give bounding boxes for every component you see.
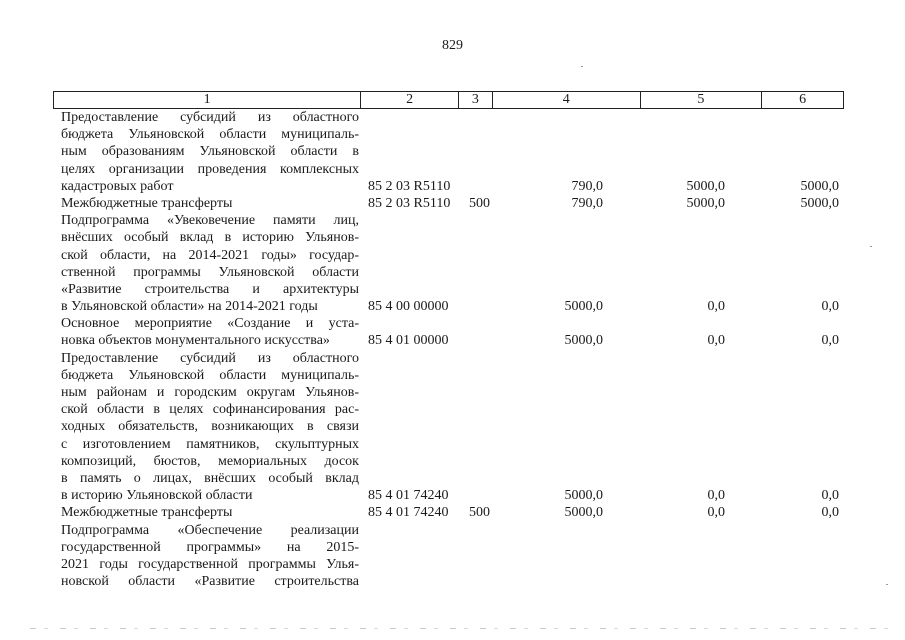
description-line: композиций, бюстов, мемориальных досок <box>61 453 359 469</box>
description-line: новской области «Развитие строительства <box>61 574 359 590</box>
description-line: государственной программы» на 2015- <box>61 539 359 555</box>
row-expense-type: 500 <box>469 195 490 211</box>
row-amount-col-4: 790,0 <box>571 178 603 194</box>
table-row <box>0 522 905 591</box>
table-row <box>0 109 905 195</box>
row-description <box>61 212 359 315</box>
row-amount-col-4: 5000,0 <box>564 299 603 315</box>
description-line: ходных обязательств, возникающих в связи <box>61 419 359 435</box>
row-amount-col-6: 0,0 <box>821 505 839 521</box>
row-amount-col-5: 5000,0 <box>686 178 725 194</box>
description-line: Межбюджетные трансферты <box>61 195 233 211</box>
row-amount-col-6: 0,0 <box>821 333 839 349</box>
row-amount-col-4: 5000,0 <box>564 488 603 504</box>
description-line: 2021 годы государственной программы Улья- <box>61 556 359 572</box>
scan-speck <box>886 584 888 585</box>
row-code: 85 4 01 74240 <box>368 488 449 504</box>
row-amount-col-5: 0,0 <box>707 488 725 504</box>
row-code: 85 2 03 R5110 <box>368 195 451 211</box>
header-col-3: 3 <box>459 92 493 108</box>
row-expense-type: 500 <box>469 505 490 521</box>
table-row <box>0 504 905 521</box>
row-description <box>61 315 359 349</box>
description-line: ской области, на 2014-2021 годы» государ- <box>61 247 359 263</box>
description-line: бюджета Ульяновской области муниципаль- <box>61 127 359 143</box>
header-col-6: 6 <box>799 92 807 107</box>
row-amount-col-5: 0,0 <box>707 505 725 521</box>
description-line: новка объектов монументального искусства» <box>61 333 330 349</box>
table-row <box>0 315 905 349</box>
description-line: в память о лицах, внёсших особый вклад <box>61 470 359 486</box>
scan-speck <box>870 246 872 247</box>
description-line: «Развитие строительства и архитектуры <box>61 281 359 297</box>
description-line: в Ульяновской области» на 2014-2021 годы <box>61 299 318 315</box>
row-code: 85 4 00 00000 <box>368 299 449 315</box>
description-line: ным образованиям Ульяновской области в <box>61 144 359 160</box>
budget-table-body <box>0 109 905 590</box>
table-row <box>0 195 905 212</box>
page-number: 829 <box>442 38 463 53</box>
row-description <box>61 504 359 521</box>
row-description <box>61 350 359 505</box>
table-row <box>0 350 905 505</box>
table-row <box>0 212 905 315</box>
description-line: Предоставление субсидий из областного <box>61 110 359 125</box>
table-header-row <box>53 91 844 109</box>
description-line: в историю Ульяновской области <box>61 488 253 504</box>
row-amount-col-4: 5000,0 <box>564 505 603 521</box>
header-col-5: 5 <box>641 92 763 108</box>
description-line: целях организации проведения комплексных <box>61 161 359 177</box>
row-amount-col-6: 0,0 <box>821 299 839 315</box>
description-line: бюджета Ульяновской области муниципаль- <box>61 367 359 383</box>
row-amount-col-5: 0,0 <box>707 333 725 349</box>
row-description <box>61 195 359 212</box>
description-line: Подпрограмма «Увековечение памяти лиц, <box>61 213 359 229</box>
row-code: 85 4 01 00000 <box>368 333 449 349</box>
description-line: внёсших особый вклад в историю Ульянов- <box>61 230 359 246</box>
row-amount-col-5: 5000,0 <box>686 195 725 211</box>
row-amount-col-6: 5000,0 <box>800 195 839 211</box>
description-line: кадастровых работ <box>61 178 174 194</box>
description-line: с изготовлением памятников, скульптурных <box>61 436 359 452</box>
scan-artifact-line <box>30 628 900 629</box>
row-amount-col-4: 790,0 <box>571 195 603 211</box>
description-line: ным районам и городским округам Ульянов- <box>61 385 359 400</box>
description-line: Подпрограмма «Обеспечение реализации <box>61 522 359 538</box>
row-description <box>61 522 359 591</box>
description-line: Межбюджетные трансферты <box>61 505 233 521</box>
row-amount-col-4: 5000,0 <box>564 333 603 349</box>
header-col-2: 2 <box>361 92 459 108</box>
row-amount-col-5: 0,0 <box>707 299 725 315</box>
description-line: ственной программы Ульяновской области <box>61 264 359 280</box>
scan-speck <box>581 66 583 67</box>
row-code: 85 2 03 R5110 <box>368 178 451 194</box>
header-col-1: 1 <box>54 92 361 108</box>
header-col-4: 4 <box>493 92 641 108</box>
description-line: Предоставление субсидий из областного <box>61 350 359 366</box>
row-amount-col-6: 5000,0 <box>800 178 839 194</box>
description-line: ской области в целях софинансирования рас- <box>61 402 359 418</box>
description-line: Основное мероприятие «Создание и уста- <box>61 316 359 332</box>
row-code: 85 4 01 74240 <box>368 505 449 521</box>
row-description <box>61 109 359 195</box>
row-amount-col-6: 0,0 <box>821 488 839 504</box>
